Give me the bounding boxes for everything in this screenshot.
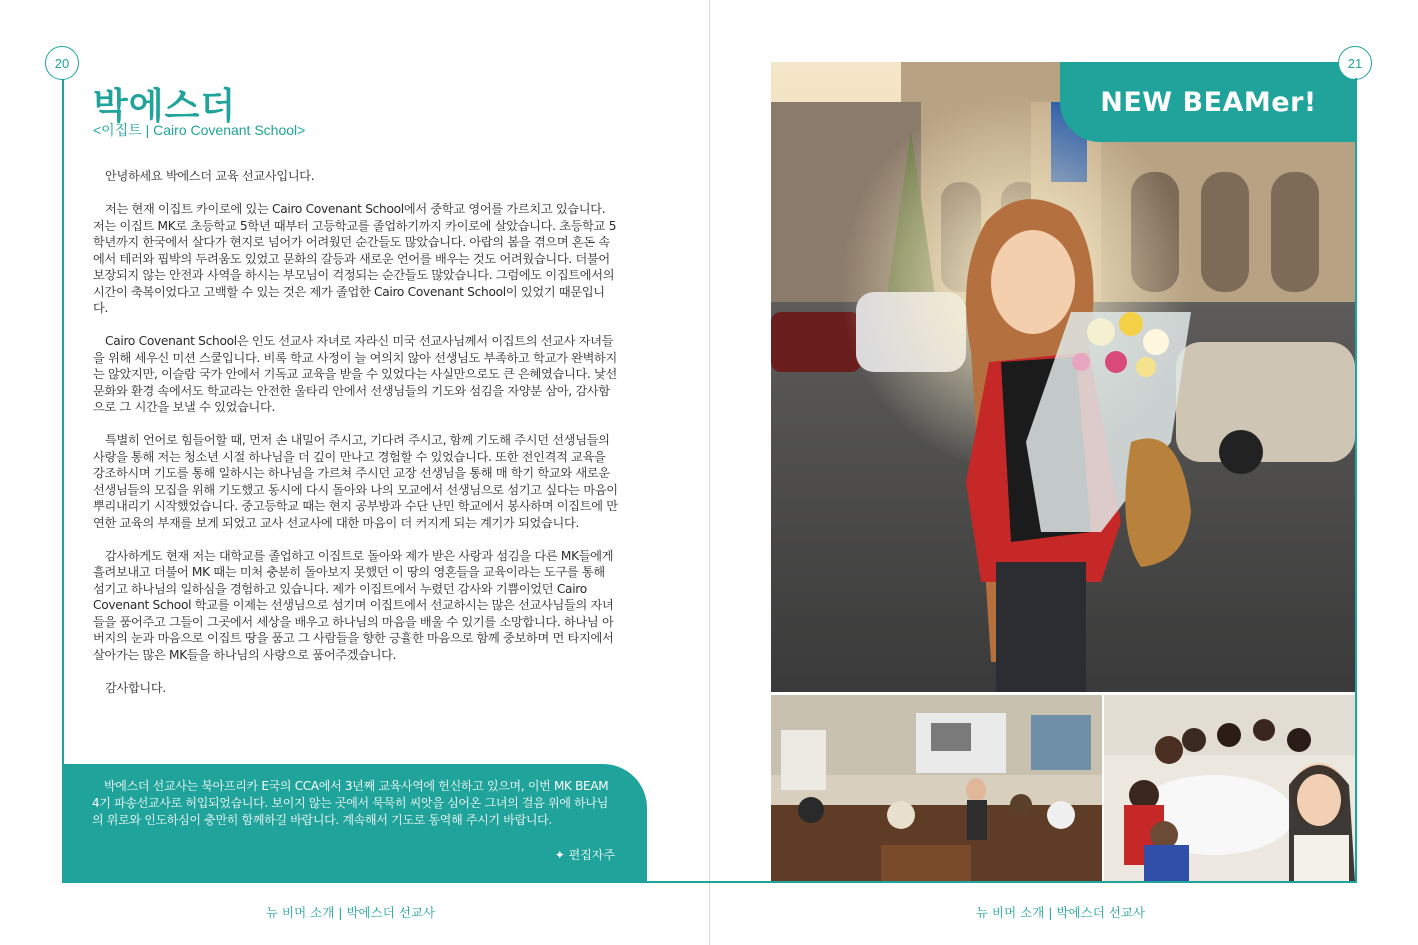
street-portrait-image bbox=[771, 62, 1355, 692]
page-gutter bbox=[709, 0, 710, 945]
right-bottom-line bbox=[709, 881, 1357, 883]
paragraph: 감사합니다. bbox=[105, 680, 166, 695]
school-subtitle: <이집트 | Cairo Covenant School> bbox=[93, 122, 306, 138]
classroom-photo bbox=[771, 695, 1102, 881]
footer-right: 뉴 비머 소개 | 박에스더 선교사 bbox=[976, 905, 1145, 920]
editor-note-box bbox=[62, 764, 647, 883]
paragraph: 감사하게도 현재 저는 대학교를 졸업하고 이집트로 돌아와 제가 받은 사랑과 섬김을 다른 MK들에게 흘려보내고 더불어 MK 때는 미처 충분히 돌아보지 못했던 이 땅의 영혼들을 교육이라는 도구를 통해 섬기고 하나님의 일하심을 경험하고 있습니다. 제가 이집트에서 누렸던 감사와 기쁨이었던 Cairo Covenant School 학교를 이제는 선생님으로 섬기며 이집트에서 선교하시는 많은 선교사님들의 자녀들을 품어주고 그들이 그곳에서 세상을 배우고 하나님의 마음을 배울 수 있기를 소망합니다. 하나님 아버지의 눈과 마음으로 이집트 땅을 품고 그 사람들을 향한 긍휼한 마음으로 함께 중보하며 먼 타지에서 살아가는 많은 MK들을 하나님의 사랑으로 품어주겠습니다. bbox=[93, 548, 614, 662]
tag-text: NEW BEAMer! bbox=[1100, 86, 1317, 118]
classroom-image bbox=[771, 695, 1102, 881]
article-body bbox=[93, 168, 618, 713]
editor-signature: ✦ 편집자주 bbox=[554, 848, 615, 862]
page-number-left: 20 bbox=[45, 46, 79, 80]
paragraph: 특별히 언어로 힘들어할 때, 먼저 손 내밀어 주시고, 기다려 주시고, 함께 기도해 주시던 선생님들의 사랑을 통해 저는 청소년 시절 하나님을 더 깊이 만나고 경험할 수 있었습니다. 또한 전인격적 교육을 강조하시며 기도를 통해 일하시는 하나님을 가르쳐 주시던 교장 선생님을 통해 매 학기 학교와 새로운 선생님들의 모집을 위해 기도했고 동시에 다시 돌아와 나의 모교에서 선생님으로 섬기고 싶다는 마음이 뿌리내리기 시작했었습니다. 중고등학교 때는 현지 공부방과 수단 난민 학교에서 봉사하며 이집트에 만연한 교육의 부재를 보게 되었고 교사 선교사에 대한 마음이 더 커지게 되는 계기가 되었습니다. bbox=[93, 433, 618, 530]
right-frame-line bbox=[1355, 78, 1357, 883]
group-selfie-image bbox=[1104, 695, 1355, 881]
main-portrait-photo bbox=[771, 62, 1355, 692]
paragraph: 안녕하세요 박에스더 교육 선교사입니다. bbox=[105, 169, 315, 183]
left-frame-line bbox=[62, 78, 64, 883]
editor-note: 박에스더 선교사는 북아프리카 E국의 CCA에서 3년째 교육사역에 헌신하고 있으며, 이번 MK BEAM 4기 파송선교사로 허입되었습니다. 보이지 않는 곳에서 묵묵히 씨앗을 심어온 그녀의 걸음 위에 하나님의 위로와 인도하심이 충만히 함께하길 바랍니다. 계속해서 기도로 동역해 주시기 바랍니다. bbox=[92, 779, 609, 827]
paragraph: 저는 현재 이집트 카이로에 있는 Cairo Covenant School에서 중학교 영어를 가르치고 있습니다. 저는 이집트 MK로 초등학교 5학년 때부터 고등학교를 졸업하기까지 카이로에 살았습니다. 초등학교 5학년까지 한국에서 살다가 현지로 넘어가 어려웠던 순간들도 많았습니다. 아랍의 봄을 겪으며 혼돈 속에서 테러와 핍박의 두려움도 있었고 문화의 갈등과 새로운 언어를 배우는 것도 어려웠습니다. 더불어 보장되지 않는 안전과 사역을 하시는 부모님이 걱정되는 순간들도 많았습니다. 그럼에도 이집트에서의 시간이 축복이었다고 고백할 수 있는 것은 제가 졸업한 Cairo Covenant School이 있었기 때문입니다. bbox=[93, 202, 617, 315]
group-selfie-photo bbox=[1104, 695, 1355, 881]
paragraph: Cairo Covenant School은 인도 선교사 자녀로 자라신 미국 선교사님께서 이집트의 선교사 자녀들을 위해 세우신 미션 스쿨입니다. 비록 학교 사정이 늘 여의치 않아 선생님도 부족하고 학교가 완벽하지는 않았지만, 이슬람 국가 안에서 기독교 교육을 받을 수 있었다는 사실만으로도 큰 은혜였습니다. 낯선 문화와 환경 속에서도 학교라는 안전한 울타리 안에서 선생님들의 기도와 섬김을 자양분 삼아, 감사함으로 그 시간을 보낼 수 있었습니다. bbox=[93, 334, 618, 414]
page-number-right: 21 bbox=[1338, 46, 1372, 80]
footer-left: 뉴 비머 소개 | 박에스더 선교사 bbox=[266, 905, 435, 920]
new-beamer-tag bbox=[1060, 62, 1357, 142]
missionary-name: 박에스더 bbox=[93, 86, 237, 127]
